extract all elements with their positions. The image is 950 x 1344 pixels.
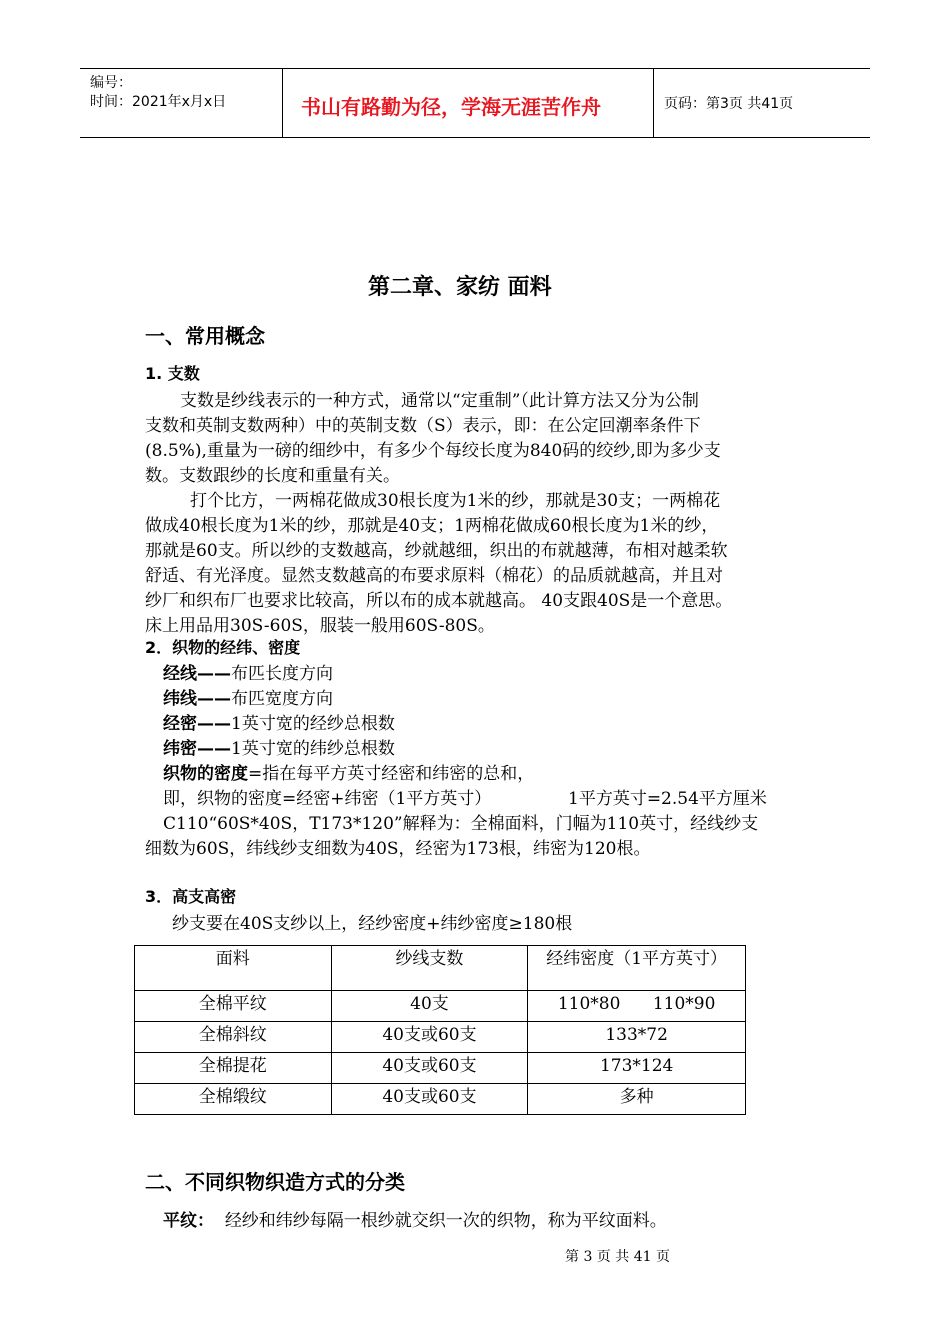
definition-desc: 布匹宽度方向: [231, 689, 333, 709]
plain-weave-desc: 经纱和纬纱每隔一根纱就交织一次的织物，称为平纹面料。: [224, 1211, 667, 1231]
table-cell: 全棉平纹: [135, 991, 332, 1022]
header-page-cell: [654, 69, 870, 137]
paragraph-line: 舒适、有光泽度。显然支数越高的布要求原料（棉花）的品质就越高，并且对: [145, 566, 723, 586]
table-row: [135, 991, 746, 1022]
table-cell: 40支: [331, 991, 528, 1022]
table-cell: 40支或60支: [331, 1084, 528, 1115]
paragraph-line: 床上用品用30S-60S，服装一般用60S-80S。: [145, 616, 495, 636]
definition-item: [163, 734, 395, 759]
definition-term: 织物的密度: [163, 764, 248, 784]
paragraph-line: 纱厂和织布厂也要求比较高，所以布的成本就越高。 40支跟40S是一个意思。: [145, 591, 733, 611]
example-line: 细数为60S，纬线纱支细数为40S，经密为173根，纬密为120根。: [145, 839, 651, 859]
table-row: [135, 1084, 746, 1115]
paragraph-line: 打个比方，一两棉花做成30根长度为1米的纱，那就是30支；一两棉花: [190, 491, 721, 511]
sub2-heading: 2．织物的经纬、密度: [145, 638, 301, 657]
definition-term: 纬线——: [163, 689, 231, 709]
plain-weave-definition: [163, 1206, 667, 1231]
section1-heading: 一、常用概念: [145, 324, 265, 348]
sub1-heading: 1. 支数: [145, 364, 200, 383]
table-header-row: [135, 946, 746, 991]
definition-desc: 1英寸宽的纬纱总根数: [231, 739, 395, 759]
paragraph-line: 支数和英制支数两种）中的英制支数（S）表示，即：在公定回潮率条件下: [145, 416, 701, 436]
table-cell: 多种: [528, 1084, 746, 1115]
definition-term: 纬密——: [163, 739, 231, 759]
table-cell: 全棉缎纹: [135, 1084, 332, 1115]
table-cell: 40支或60支: [331, 1053, 528, 1084]
table-row: [135, 1022, 746, 1053]
page-header: [80, 68, 870, 138]
paragraph-line: 支数是纱线表示的一种方式，通常以“定重制”（此计算方法又分为公制: [180, 391, 699, 411]
definition-item: [163, 709, 395, 734]
header-motto-cell: [283, 69, 654, 137]
definition-term: 经线——: [163, 664, 231, 684]
table-header-cell: 纱线支数: [331, 946, 528, 991]
table-header-cell: 经纬密度（1平方英寸）: [528, 946, 746, 991]
table-header-cell: 面料: [135, 946, 332, 991]
paragraph-line: 做成40根长度为1米的纱，那就是40支；1两棉花做成60根长度为1米的纱，: [145, 516, 719, 536]
date-label: 时间：2021年x月x日: [90, 94, 227, 110]
definition-item: [163, 759, 534, 784]
definition-desc: 1英寸宽的经纱总根数: [231, 714, 395, 734]
paragraph-line: (8.5%),重量为一磅的细纱中，有多少个每绞长度为840码的绞纱,即为多少支: [145, 441, 721, 461]
paragraph-line: 那就是60支。所以纱的支数越高，纱就越细，织出的布就越薄，布相对越柔软: [145, 541, 728, 561]
table-cell: 全棉提花: [135, 1053, 332, 1084]
definition-desc: 布匹长度方向: [231, 664, 333, 684]
definition-desc: =指在每平方英寸经密和纬密的总和，: [248, 764, 535, 784]
plain-weave-term: 平纹：: [163, 1211, 214, 1231]
paragraph-line: 数。支数跟纱的长度和重量有关。: [145, 466, 400, 486]
header-meta-cell: [80, 69, 283, 137]
table-cell: 40支或60支: [331, 1022, 528, 1053]
code-label: 编号：: [90, 75, 132, 91]
page-info: 页码：第3页 共41页: [664, 96, 794, 112]
table-cell: 全棉斜纹: [135, 1022, 332, 1053]
definition-item: [163, 684, 333, 709]
table-cell: 133*72: [528, 1022, 746, 1053]
table-cell: 110*80 110*90: [528, 991, 746, 1022]
table-cell: 173*124: [528, 1053, 746, 1084]
density-formula: 即，织物的密度=经密+纬密（1平方英寸）: [163, 789, 492, 809]
unit-conversion: 1平方英寸=2.54平方厘米: [568, 789, 767, 809]
section2-heading: 二、不同织物织造方式的分类: [145, 1170, 405, 1194]
definition-item: [163, 659, 333, 684]
sub3-heading: 3．高支高密: [145, 887, 237, 906]
chapter-title: 第二章、家纺 面料: [368, 275, 552, 300]
fabric-table: [134, 945, 746, 1115]
motto: 书山有路勤为径，学海无涯苦作舟: [301, 95, 601, 119]
example-line: C110“60S*40S，T173*120”解释为：全棉面料，门幅为110英寸，经线纱支: [163, 814, 759, 834]
definition-term: 经密——: [163, 714, 231, 734]
table-row: [135, 1053, 746, 1084]
high-count-desc: 纱支要在40S支纱以上，经纱密度+纬纱密度≥180根: [172, 914, 573, 934]
page-footer: 第 3 页 共 41 页: [565, 1249, 670, 1265]
